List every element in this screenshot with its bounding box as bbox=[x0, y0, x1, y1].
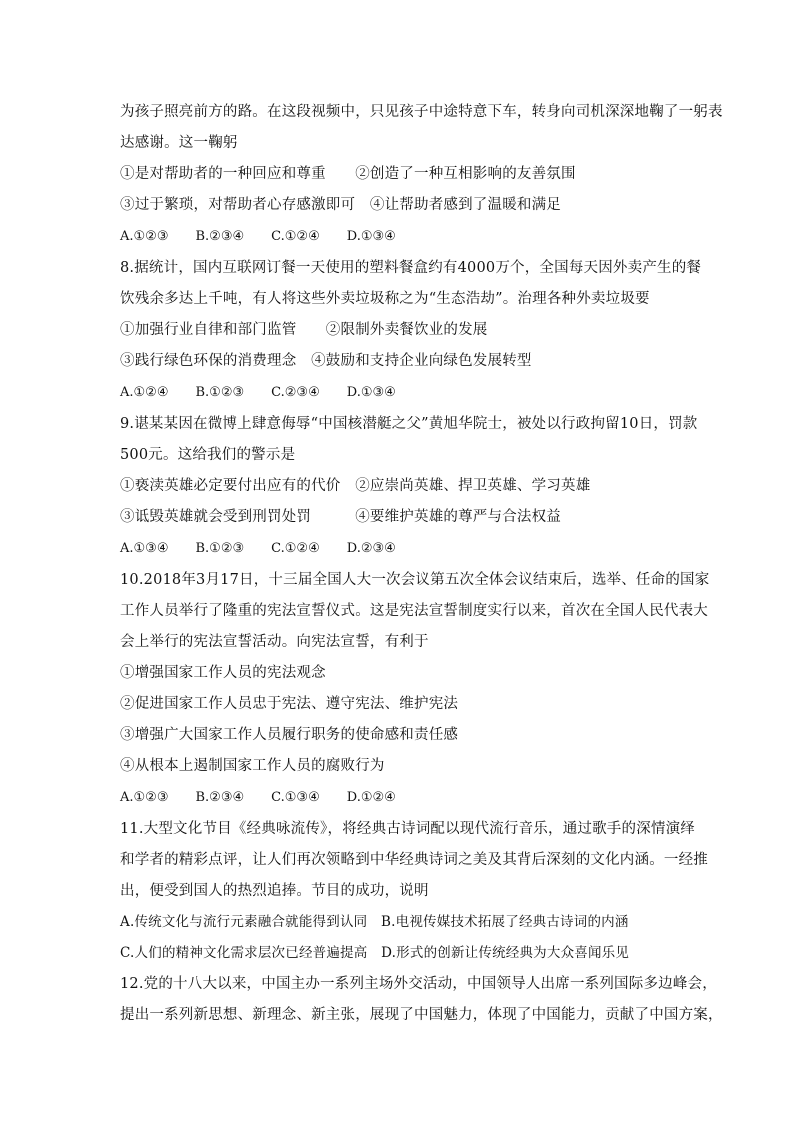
q7-statements-1: ①是对帮助者的一种回应和尊重 ②创造了一种互相影响的友善氛围 bbox=[120, 166, 576, 182]
q7-stem-line-2: 达感谢。这一鞠躬 bbox=[120, 135, 238, 151]
q10-statement-2: ②促进国家工作人员忠于宪法、遵守宪法、维护宪法 bbox=[120, 696, 459, 712]
q10-option-c: C.①③④ bbox=[271, 790, 320, 805]
q8-option-a: A.①②④ bbox=[120, 385, 169, 400]
q11-options-ab: A.传统文化与流行元素融合就能得到认同 B.电视传媒技术拓展了经典古诗词的内涵 bbox=[120, 914, 629, 930]
q10-option-a: A.①②③ bbox=[120, 790, 169, 805]
q8-option-b: B.①②③ bbox=[195, 385, 245, 400]
q9-option-b: B.①②③ bbox=[195, 541, 245, 556]
q9-option-a: A.①③④ bbox=[120, 541, 169, 556]
q12-stem-line-1: 12.党的十八大以来，中国主办一系列主场外交活动，中国领导人出席一系列国际多边峰会， bbox=[120, 976, 717, 992]
q11-stem-line-3: 出，便受到国人的热烈追捧。节目的成功，说明 bbox=[120, 883, 429, 899]
q9-stem-line-2: 500元。这给我们的警示是 bbox=[120, 447, 296, 463]
q9-option-d: D.②③④ bbox=[346, 541, 396, 556]
q8-option-c: C.②③④ bbox=[271, 385, 320, 400]
q10-option-d: D.①②④ bbox=[346, 790, 396, 805]
q9-statements-1: ①亵渎英雄必定要付出应有的代价 ②应崇尚英雄、捍卫英雄、学习英雄 bbox=[120, 478, 591, 494]
q10-statement-3: ③增强广大国家工作人员履行职务的使命感和责任感 bbox=[120, 727, 459, 743]
q10-option-b: B.②③④ bbox=[195, 790, 245, 805]
q7-option-c: C.①②④ bbox=[271, 229, 320, 244]
q10-stem-line-2: 工作人员举行了隆重的宪法宣誓仪式。这是宪法宣誓制度实行以来，首次在全国人民代表大 bbox=[120, 603, 708, 619]
q11-options-cd: C.人们的精神文化需求层次已经普遍提高 D.形式的创新让传统经典为大众喜闻乐见 bbox=[120, 945, 630, 961]
q9-option-c: C.①②④ bbox=[271, 541, 320, 556]
q9-stem-line-1: 9.谌某某因在微博上肆意侮辱“中国核潜艇之父”黄旭华院士，被处以行政拘留10日，罚款 bbox=[120, 416, 698, 432]
q7-stem-line-1: 为孩子照亮前方的路。在这段视频中，只见孩子中途特意下车，转身向司机深深地鞠了一躬表 bbox=[120, 104, 723, 120]
q10-stem-line-1: 10.2018年3月17日，十三届全国人大一次会议第五次全体会议结束后，选举、任命的国家 bbox=[120, 572, 710, 588]
q7-option-a: A.①②③ bbox=[120, 229, 169, 244]
q12-stem-line-2: 提出一系列新思想、新理念、新主张，展现了中国魅力，体现了中国能力，贡献了中国方案， bbox=[120, 1007, 723, 1023]
q7-options bbox=[120, 227, 423, 247]
q11-stem-line-2: 和学者的精彩点评，让人们再次领略到中华经典诗词之美及其背后深刻的文化内涵。一经推 bbox=[120, 852, 708, 868]
q7-option-b: B.②③④ bbox=[195, 229, 245, 244]
q7-option-d: D.①③④ bbox=[346, 229, 396, 244]
q8-statements-1: ①加强行业自律和部门监管 ②限制外卖餐饮业的发展 bbox=[120, 322, 488, 338]
q7-statements-2: ③过于繁琐，对帮助者心存感激即可 ④让帮助者感到了温暖和满足 bbox=[120, 197, 561, 213]
q8-statements-2: ③践行绿色环保的消费理念 ④鼓励和支持企业向绿色发展转型 bbox=[120, 353, 532, 369]
q8-stem-line-2: 饮残余多达上千吨，有人将这些外卖垃圾称之为“生态浩劫”。治理各种外卖垃圾要 bbox=[120, 291, 650, 307]
q8-option-d: D.①③④ bbox=[346, 385, 396, 400]
q9-options bbox=[120, 539, 423, 559]
q8-options bbox=[120, 383, 423, 403]
q10-statement-4: ④从根本上遏制国家工作人员的腐败行为 bbox=[120, 758, 385, 774]
q11-stem-line-1: 11.大型文化节目《经典咏流传》，将经典古诗词配以现代流行音乐，通过歌手的深情演绎 bbox=[120, 821, 696, 837]
q10-stem-line-3: 会上举行的宪法宣誓活动。向宪法宣誓，有利于 bbox=[120, 634, 429, 650]
q10-options bbox=[120, 788, 423, 808]
q10-statement-1: ①增强国家工作人员的宪法观念 bbox=[120, 665, 326, 681]
q8-stem-line-1: 8.据统计，国内互联网订餐一天使用的塑料餐盒约有4000万个，全国每天因外卖产生的餐 bbox=[120, 260, 702, 276]
q9-statements-2: ③诋毁英雄就会受到刑罚处罚 ④要维护英雄的尊严与合法权益 bbox=[120, 509, 561, 525]
